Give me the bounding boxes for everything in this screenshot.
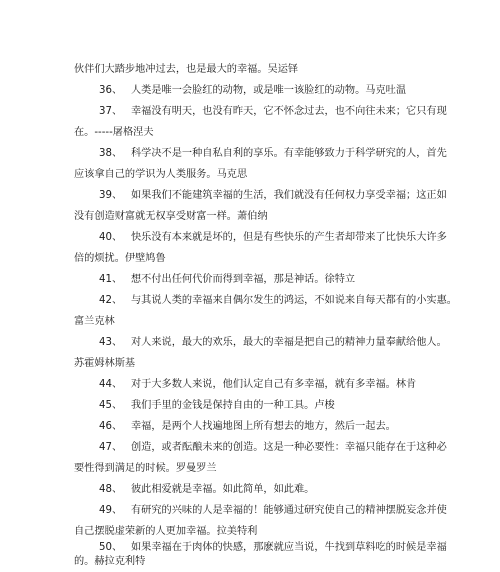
quote-text: 幸福，是两个人找遍地图上所有想去的地方，然后一起去。: [131, 421, 396, 432]
quote-line: [0, 480, 500, 500]
quote-line: [0, 144, 500, 164]
quote-text: 快乐没有本来就是坏的，但是有些快乐的产生者却带来了比快乐大许多: [131, 232, 447, 243]
quote-line: [0, 228, 500, 248]
quote-number: 36、: [99, 85, 123, 96]
continuation-text: 应该拿自己的学识为人类服务。马克思: [74, 169, 248, 180]
quote-line: [0, 333, 500, 353]
continuation-text: 自己摆脱虚荣新的人更加幸福。拉美特利: [74, 526, 258, 537]
continuation-text: 在。-----屠格涅夫: [74, 127, 154, 138]
continuation-text: 没有创造财富就无权享受财富一样。萧伯纳: [74, 211, 268, 222]
quote-number: 45、: [99, 400, 123, 411]
quote-line: [0, 123, 500, 143]
quote-text: 有研究的兴味的人是幸福的！能够通过研究使自己的精神摆脱妄念并使: [131, 505, 447, 516]
continuation-text: 倍的烦扰。伊壁鸠鲁: [74, 253, 166, 264]
quote-text: 如果幸福在于肉体的快感，那麽就应当说，牛找到草料吃的时候是幸福: [131, 542, 447, 553]
quote-text: 创造，或者酝酿未来的创造。这是一种必要性：幸福只能存在于这种必: [131, 442, 447, 453]
quote-number: 37、: [99, 106, 123, 117]
quote-number: 48、: [99, 484, 123, 495]
continuation-text: 富兰克林: [74, 316, 115, 327]
quote-text: 如果我们不能建筑幸福的生活，我们就没有任何权力享受幸福；这正如: [131, 190, 447, 201]
quote-line: [0, 186, 500, 206]
quote-line: [0, 165, 500, 185]
quote-text: 人类是唯一会脸红的动物，或是唯一该脸红的动物。马克吐温: [131, 85, 407, 96]
quote-line: [0, 438, 500, 458]
quote-text: 想不付出任何代价而得到幸福，那是神话。徐特立: [131, 274, 356, 285]
quote-line: [0, 552, 500, 572]
quote-text: 对人来说，最大的欢乐，最大的幸福是把自己的精神力量奉献给他人。: [131, 337, 447, 348]
quote-text: 我们手里的金钱是保持自由的一种工具。卢梭: [131, 400, 335, 411]
quote-text: 对于大多数人来说，他们认定自己有多幸福，就有多幸福。林肯: [131, 379, 417, 390]
quote-line: [0, 291, 500, 311]
quote-line: [0, 417, 500, 437]
quote-number: 41、: [99, 274, 123, 285]
quote-line: [0, 60, 500, 80]
quote-number: 44、: [99, 379, 123, 390]
quote-line: [0, 396, 500, 416]
quote-line: [0, 102, 500, 122]
quote-number: 47、: [99, 442, 123, 453]
quote-number: 43、: [99, 337, 123, 348]
quote-line: [0, 312, 500, 332]
quote-line: [0, 459, 500, 479]
quote-line: [0, 249, 500, 269]
quote-text: 科学决不是一种自私自利的享乐。有幸能够致力于科学研究的人，首先: [131, 148, 447, 159]
quote-text: 幸福没有明天，也没有昨天，它不怀念过去，也不向往未来；它只有现: [131, 106, 447, 117]
quote-number: 46、: [99, 421, 123, 432]
continuation-text: 伙伴们大踏步地冲过去，也是最大的幸福。吴运铎: [74, 64, 299, 75]
quote-number: 49、: [99, 505, 123, 516]
quote-number: 50、: [99, 542, 123, 553]
quote-line: [0, 81, 500, 101]
quote-line: [0, 501, 500, 521]
quote-number: 39、: [99, 190, 123, 201]
quote-number: 40、: [99, 232, 123, 243]
quote-line: [0, 270, 500, 290]
continuation-text: 要性得到满足的时候。罗曼罗兰: [74, 463, 217, 474]
quote-line: [0, 375, 500, 395]
quote-line: [0, 354, 500, 374]
quote-number: 38、: [99, 148, 123, 159]
quote-text: 彼此相爱就是幸福。如此简单，如此难。: [131, 484, 315, 495]
continuation-text: 的。赫拉克利特: [74, 556, 146, 567]
quote-number: 42、: [99, 295, 123, 306]
continuation-text: 苏霍姆林斯基: [74, 358, 136, 369]
quote-line: [0, 207, 500, 227]
quote-text: 与其说人类的幸福来自偶尔发生的鸿运，不如说来自每天都有的小实惠。: [131, 295, 457, 306]
